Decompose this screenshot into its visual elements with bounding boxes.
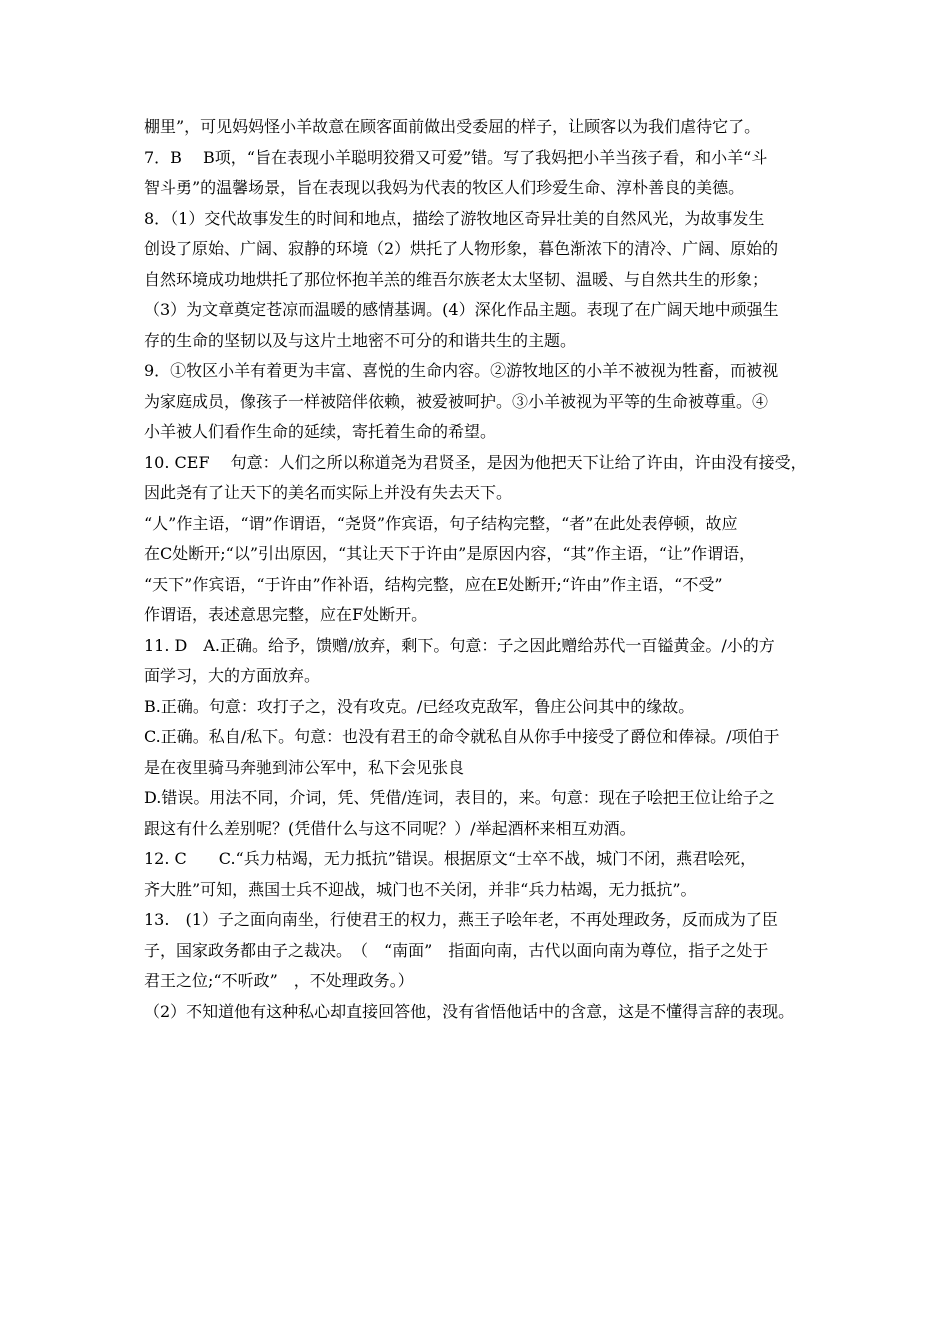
text-line: 为家庭成员，像孩子一样被陪伴依赖，被爱被呵护。③小羊被视为平等的生命被尊重。④ <box>144 391 769 411</box>
answer-paragraph-q11 <box>144 631 814 692</box>
answer-paragraph-q11c <box>144 722 814 783</box>
text-line: 11. D A.正确。给予，馈赠/放弃，剩下。句意：子之因此赠给苏代一百镒黄金。/小的方 <box>144 635 775 655</box>
answer-paragraph-q12 <box>144 844 814 905</box>
document-page <box>144 112 814 1027</box>
text-line: 存的生命的坚韧以及与这片土地密不可分的和谐共生的主题。 <box>144 330 577 350</box>
answer-paragraph-q10 <box>144 448 814 509</box>
text-line: B.正确。句意：攻打子之，没有攻克。/已经攻克敌军，鲁庄公问其中的缘故。 <box>144 696 695 716</box>
answer-paragraph-p0 <box>144 112 814 143</box>
text-line: 10. CEF 句意：人们之所以称道尧为君贤圣，是因为他把天下让给了许由，许由没有接受， <box>144 452 807 472</box>
text-line: 智斗勇”的温馨场景，旨在表现以我妈为代表的牧区人们珍爱生命、淳朴善良的美德。 <box>144 178 745 197</box>
text-line: 跟这有什么差别呢？(凭借什么与这不同呢？）/举起酒杯来相互劝酒。 <box>144 818 636 838</box>
text-line: 在C处断开;“以”引出原因，“其让天下于许由”是原因内容，“其”作主语，“让”作谓语， <box>144 544 756 563</box>
text-line: 君王之位;“不听政” ，不处理政务。） <box>144 971 414 990</box>
text-line: D.错误。用法不同，介词，凭、凭借/连词，表目的，来。句意：现在子哙把王位让给子之 <box>144 788 775 807</box>
text-line: 创设了原始、广阔、寂静的环境（2）烘托了人物形象，暮色渐浓下的清冷、广阔、原始的 <box>144 239 779 258</box>
text-line: 小羊被人们看作生命的延续，寄托着生命的希望。 <box>144 422 497 441</box>
answer-paragraph-q10b <box>144 509 814 631</box>
text-line: 子，国家政务都由子之裁决。 （ “南面” 指面向南，古代以面向南为尊位，指子之处于 <box>144 940 769 960</box>
text-line: “人”作主语，“谓”作谓语，“尧贤”作宾语，句子结构完整，“者”在此处表停顿，故应 <box>144 513 738 533</box>
text-line: 12. C C.“兵力枯竭，无力抵抗”错误。根据原文“士卒不战，城门不闭，燕君哙死， <box>144 849 757 868</box>
answer-paragraph-q13b <box>144 997 814 1028</box>
text-line: 作谓语，表述意思完整，应在F处断开。 <box>144 605 428 624</box>
text-line: 棚里”，可见妈妈怪小羊故意在顾客面前做出受委屈的样子，让顾客以为我们虐待它了。 <box>144 117 761 136</box>
text-line: 自然环境成功地烘托了那位怀抱羊羔的维吾尔族老太太坚韧、温暖、与自然共生的形象； <box>144 269 769 289</box>
text-line: 因此尧有了让天下的美名而实际上并没有失去天下。 <box>144 483 513 502</box>
text-line: 8．（1）交代故事发生的时间和地点，描绘了游牧地区奇异壮美的自然风光，为故事发生 <box>144 208 765 228</box>
text-line: 是在夜里骑马奔驰到沛公军中，私下会见张良 <box>144 757 465 777</box>
text-line: （2）不知道他有这种私心却直接回答他，没有省悟他话中的含意，这是不懂得言辞的表现。 <box>144 1001 795 1021</box>
answer-paragraph-q13 <box>144 905 814 997</box>
text-line: 面学习，大的方面放弃。 <box>144 666 321 685</box>
text-line: 9．①牧区小羊有着更为丰富、喜悦的生命内容。②游牧地区的小羊不被视为牲畜，而被视 <box>144 361 779 380</box>
text-line: “天下”作宾语，“于许由”作补语，结构完整，应在E处断开;“许由”作主语，“不受” <box>144 574 723 594</box>
text-line: 7．B B项，“旨在表现小羊聪明狡猾又可爱”错。写了我妈把小羊当孩子看，和小羊“斗 <box>144 147 768 167</box>
answer-paragraph-q11d <box>144 783 814 844</box>
answer-paragraph-q8 <box>144 204 814 357</box>
text-line: （3）为文章奠定苍凉而温暖的感情基调。(4）深化作品主题。表现了在广阔天地中顽强生 <box>144 300 779 319</box>
text-line: 13. (1）子之面向南坐，行使君王的权力，燕王子哙年老，不再处理政务，反而成为了臣 <box>144 910 778 929</box>
answer-paragraph-q9 <box>144 356 814 448</box>
text-line: C.正确。私自/私下。句意：也没有君王的命令就私自从你手中接受了爵位和俸禄。/项伯于 <box>144 727 780 746</box>
text-line: 齐大胜”可知，燕国士兵不迎战，城门也不关闭，并非“兵力枯竭，无力抵抗”。 <box>144 879 697 899</box>
answer-paragraph-q7 <box>144 143 814 204</box>
answer-paragraph-q11b <box>144 692 814 723</box>
